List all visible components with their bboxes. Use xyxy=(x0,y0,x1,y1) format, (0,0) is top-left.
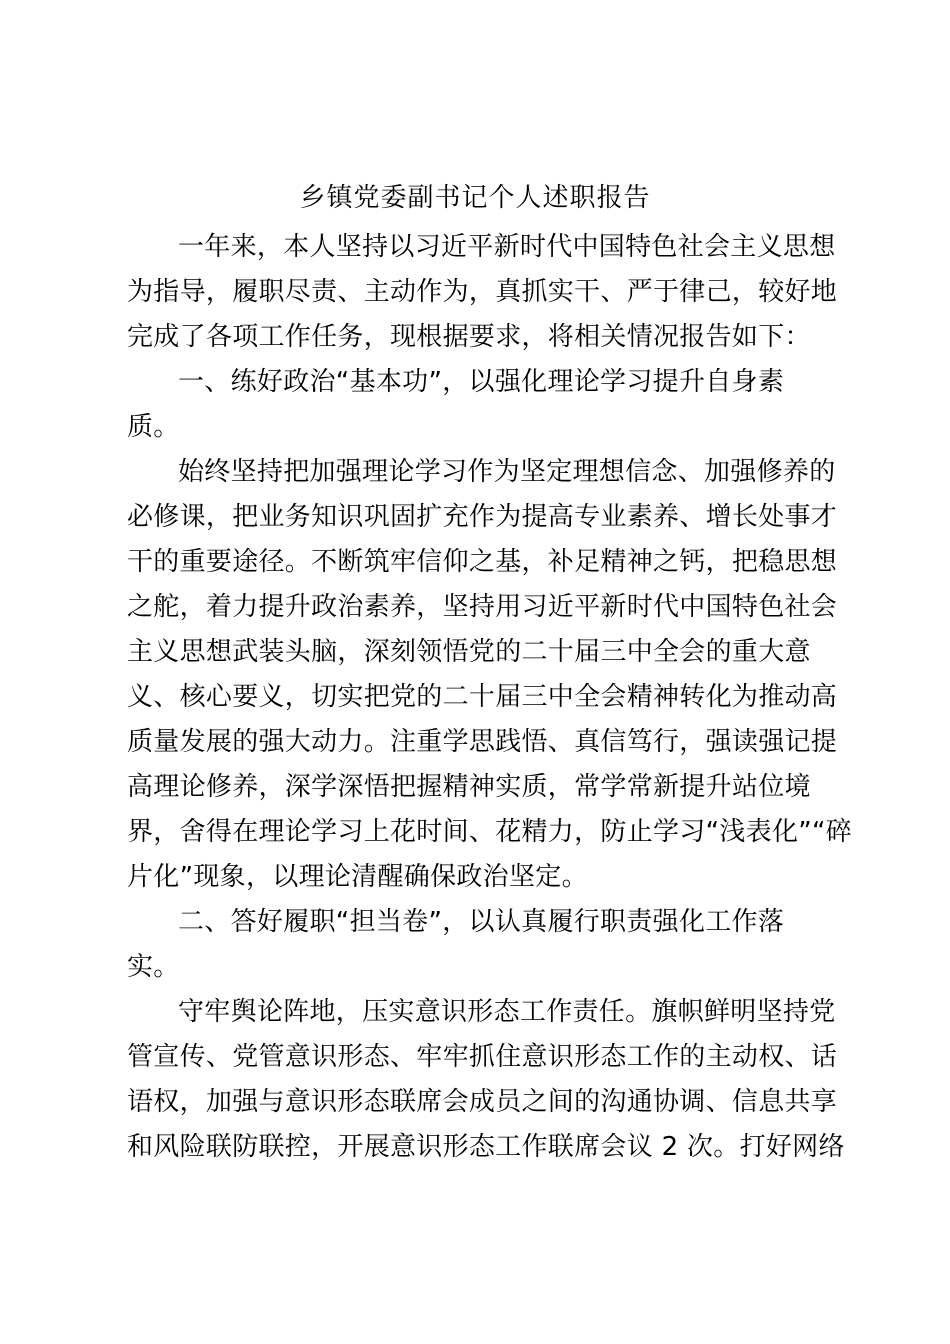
paragraph-line: 始终坚持把加强理论学习作为坚定理想信念、加强修养的 xyxy=(178,457,836,487)
paragraph-line: 高理论修养，深学深悟把握精神实质，常学常新提升站位境 xyxy=(127,772,811,802)
paragraph-line: 语权，加强与意识形态联席会成员之间的沟通协调、信息共享 xyxy=(127,1087,838,1117)
paragraph-line: 质量发展的强大动力。注重学思践悟、真信笃行，强读强记提 xyxy=(127,727,838,757)
paragraph-line: 界，舍得在理论学习上花时间、花精力，防止学习“浅表化”“碎 xyxy=(127,817,853,847)
paragraph-line: 义、核心要义，切实把党的二十届三中全会精神转化为推动高 xyxy=(127,682,838,712)
paragraph-line: 为指导，履职尽责、主动作为，真抓实干、严于律己，较好地 xyxy=(127,277,838,307)
paragraph-line: 干的重要途径。不断筑牢信仰之基，补足精神之钙，把稳思想 xyxy=(127,547,838,577)
paragraph-line: 必修课，把业务知识巩固扩充作为提高专业素养、增长处事才 xyxy=(127,502,838,532)
paragraph-line: 和风险联防联控，开展意识形态工作联席会议 2 次。打好网络 xyxy=(127,1132,845,1162)
section-heading-line: 二、答好履职“担当卷”，以认真履行职责强化工作落 xyxy=(178,907,785,937)
paragraph-line: 之舵，着力提升政治素养，坚持用习近平新时代中国特色社会 xyxy=(127,592,838,622)
document-title: 乡镇党委副书记个人述职报告 xyxy=(299,183,651,213)
paragraph-line: 片化”现象，以理论清醒确保政治坚定。 xyxy=(127,862,588,892)
paragraph-line: 一年来，本人坚持以习近平新时代中国特色社会主义思想 xyxy=(178,232,836,262)
section-heading-line: 实。 xyxy=(127,952,180,982)
section-heading-line: 一、练好政治“基本功”，以强化理论学习提升自身素 xyxy=(178,367,785,397)
paragraph-line: 管宣传、党管意识形态、牢牢抓住意识形态工作的主动权、话 xyxy=(127,1042,838,1072)
paragraph-line: 完成了各项工作任务，现根据要求，将相关情况报告如下： xyxy=(127,322,811,352)
paragraph-line: 主义思想武装头脑，深刻领悟党的二十届三中全会的重大意 xyxy=(127,637,811,667)
section-heading-line: 质。 xyxy=(127,412,180,442)
paragraph-line: 守牢舆论阵地，压实意识形态工作责任。旗帜鲜明坚持党 xyxy=(178,997,836,1027)
